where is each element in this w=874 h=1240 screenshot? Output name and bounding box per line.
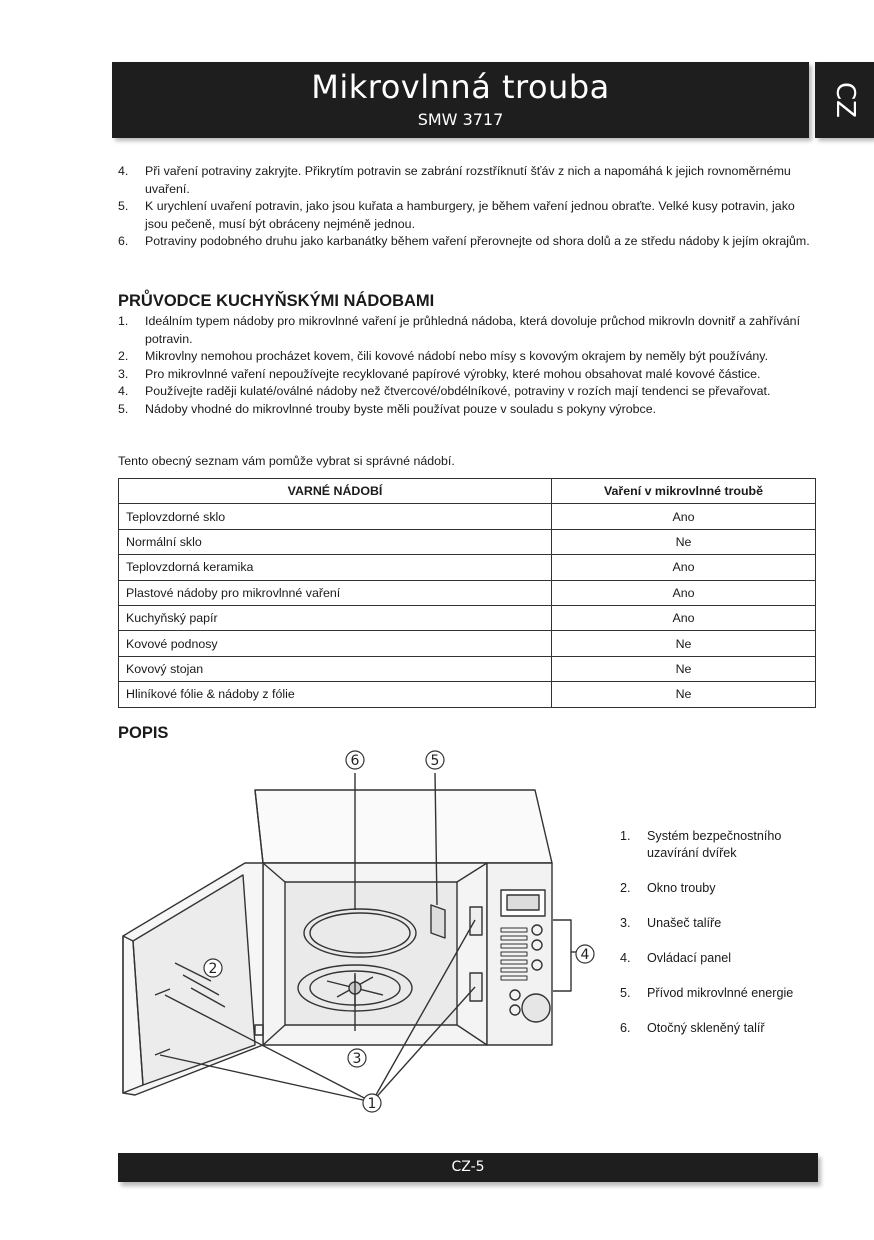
- list-item: 2. Okno trouby: [620, 881, 716, 895]
- table-row: [119, 682, 816, 707]
- suitability-cell: Ne: [552, 529, 816, 554]
- list-item: 5. K urychlení uvaření potravin, jako jsou kuřata a hamburgery, je během vaření jednou obraťte. Velké kusy potravin, jako jsou pečeně, musí být obráceny nejméně jednou.: [118, 199, 795, 231]
- table-row: [119, 504, 816, 529]
- suitability-cell: Ano: [552, 555, 816, 580]
- callout-4: 4: [580, 947, 590, 963]
- model-number: SMW 3717: [417, 110, 504, 129]
- list-item: 6. Potraviny podobného druhu jako karbanátky během vaření přerovnejte od shora dolů a ze středu nádoby k jejím okrajům.: [118, 234, 810, 248]
- list-item: 4. Ovládací panel: [620, 951, 732, 965]
- language-tab: [815, 62, 874, 138]
- list-item: 6. Otočný skleněný talíř: [620, 1021, 765, 1035]
- list-item: 4. Při vaření potraviny zakryjte. Přikrytím potravin se zabrání rozstříknutí šťáv z nich a napomáhá k jejich rovnoměrnému uvaření.: [118, 164, 791, 196]
- cookware-cell: Kuchyňský papír: [119, 605, 552, 630]
- page-header: [112, 62, 809, 138]
- cookware-cell: Kovové podnosy: [119, 631, 552, 656]
- table-row: [119, 580, 816, 605]
- callout-2: 2: [208, 961, 218, 977]
- table-row: [119, 529, 816, 554]
- page-footer: [118, 1153, 818, 1182]
- column-header-cookware: VARNÉ NÁDOBÍ: [119, 479, 552, 504]
- table-intro: Tento obecný seznam vám pomůže vybrat si správné nádobí.: [118, 454, 455, 468]
- list-item: 2. Mikrovlny nemohou procházet kovem, čili kovové nádobí nebo mísy s kovovým okrajem by neměly být používány.: [118, 349, 769, 363]
- cooking-tips-list: [118, 163, 818, 251]
- callout-1: 1: [367, 1096, 377, 1112]
- list-item: 4. Používejte raději kulaté/oválné nádoby než čtvercové/obdélníkové, potraviny v rozích mají tendenci se převařovat.: [118, 384, 771, 398]
- suitability-cell: Ano: [552, 605, 816, 630]
- list-item: 3. Unašeč talíře: [620, 916, 722, 930]
- section-heading-guide: PRŮVODCE KUCHYŇSKÝMI NÁDOBAMI: [118, 292, 435, 310]
- cookware-cell: Plastové nádoby pro mikrovlnné vaření: [119, 580, 552, 605]
- table-header-row: [119, 479, 816, 504]
- suitability-cell: Ne: [552, 656, 816, 681]
- list-item: 1. Systém bezpečnostního uzavírání dvířek: [620, 829, 782, 860]
- page-title: Mikrovlnná trouba: [311, 68, 610, 106]
- table-row: [119, 605, 816, 630]
- suitability-cell: Ano: [552, 504, 816, 529]
- cookware-cell: Normální sklo: [119, 529, 552, 554]
- table-row: [119, 555, 816, 580]
- cookware-cell: Teplovzdorné sklo: [119, 504, 552, 529]
- table-row: [119, 631, 816, 656]
- suitability-cell: Ano: [552, 580, 816, 605]
- list-item: 3. Pro mikrovlnné vaření nepoužívejte recyklované papírové výrobky, které mohou obsahovat malé kovové částice.: [118, 366, 761, 381]
- suitability-cell: Ne: [552, 631, 816, 656]
- microwave-diagram: [115, 745, 605, 1120]
- table-row: [119, 656, 816, 681]
- list-item: 1. Ideálním typem nádoby pro mikrovlnné vaření je průhledná nádoba, která dovoluje průchod mikrovln dovnitř a zahřívání potravin.: [118, 314, 801, 346]
- parts-legend: [620, 828, 830, 1055]
- cookware-table: [118, 478, 816, 708]
- list-item: 5. Přívod mikrovlnné energie: [620, 986, 794, 1000]
- cookware-cell: Teplovzdorná keramika: [119, 555, 552, 580]
- column-header-microwave: Vaření v mikrovlnné troubě: [552, 479, 816, 504]
- section-heading-description: POPIS: [118, 724, 169, 742]
- callout-6: 6: [350, 753, 360, 769]
- language-code: CZ: [829, 82, 860, 118]
- cookware-guide-list: [118, 313, 818, 418]
- cookware-cell: Kovový stojan: [119, 656, 552, 681]
- cookware-cell: Hliníkové fólie & nádoby z fólie: [119, 682, 552, 707]
- callout-3: 3: [352, 1051, 362, 1067]
- callout-5: 5: [430, 753, 440, 769]
- page-number: CZ-5: [451, 1159, 485, 1175]
- suitability-cell: Ne: [552, 682, 816, 707]
- list-item: 5. Nádoby vhodné do mikrovlnné trouby byste měli používat pouze v souladu s pokyny výrobce.: [118, 401, 657, 416]
